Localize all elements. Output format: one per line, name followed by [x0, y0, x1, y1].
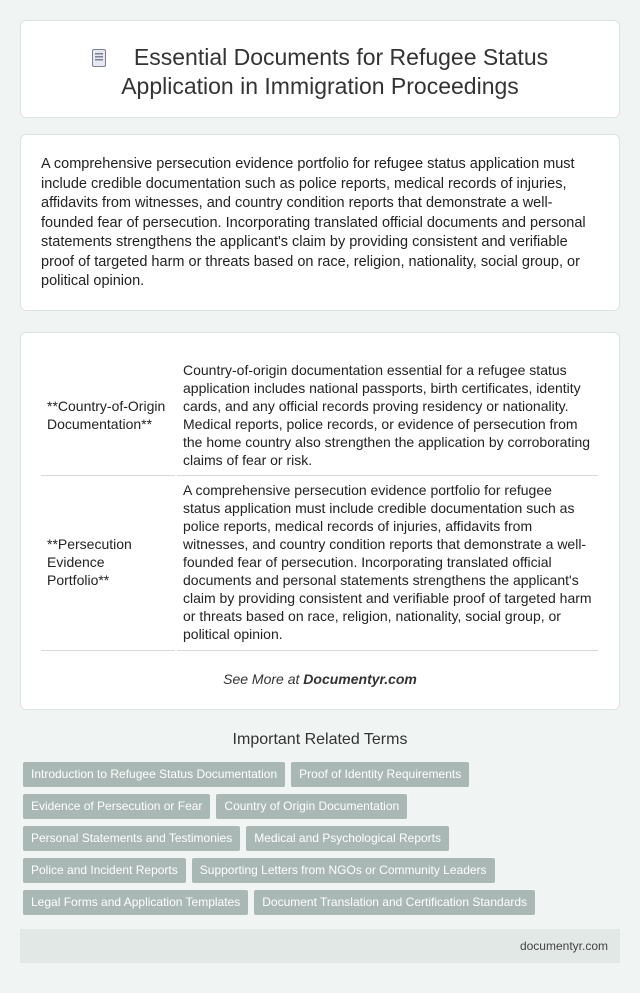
tag-row — [23, 762, 543, 794]
summary-card — [20, 134, 620, 311]
table-row — [41, 357, 598, 476]
footer — [20, 929, 620, 963]
definition-cell: A comprehensive persecution evidence portfolio for refugee status application must include credible documentation such as police reports, medical records of injuries, affidavits from witnesses, and country condition reports that demonstrate a well-founded fear of persecution. Incorporating translated official documents and personal statements strengthens the applicant's claim by providing consistent and verifiable proof of targeted harm or threats based on race, religion, nationality, social group, or political opinion. — [176, 476, 598, 651]
term-cell: **Persecution Evidence Portfolio** — [41, 476, 176, 651]
page-title-row — [21, 43, 619, 101]
related-term-tag[interactable]: Personal Statements and Testimonies — [23, 826, 240, 851]
related-term-tag[interactable]: Legal Forms and Application Templates — [23, 890, 248, 915]
definitions-card — [20, 332, 620, 710]
related-term-tag[interactable]: Document Translation and Certification Standards — [254, 890, 535, 915]
summary-text: A comprehensive persecution evidence portfolio for refugee status application must include credible documentation such as police reports, medical records of injuries, affidavits from witnesses, and country condition reports that demonstrate a well-founded fear of persecution. Incorporating translated official documents and personal statements strengthens the applicant's claim by providing consistent and verifiable proof of targeted harm or threats based on race, religion, nationality, social group, or political opinion. — [41, 156, 586, 289]
page-title: Essential Documents for Refugee Status Application in Immigration Proceedings — [121, 44, 549, 99]
related-term-tag[interactable]: Country of Origin Documentation — [216, 794, 407, 819]
document-icon — [92, 49, 106, 67]
tag-row — [23, 826, 543, 858]
see-more-prefix: See More at — [223, 671, 304, 687]
tag-row — [23, 858, 543, 890]
definition-cell: Country-of-origin documentation essential for a refugee status application includes national passports, birth certificates, identity cards, and any official records proving residency or nationality. Medical reports, police records, or evidence of persecution from the home country also strengthen the application by corroborating claims of fear or risk. — [176, 357, 598, 476]
related-term-tag[interactable]: Supporting Letters from NGOs or Community Leaders — [192, 858, 495, 883]
related-term-tag[interactable]: Police and Incident Reports — [23, 858, 186, 883]
term-cell: **Country-of-Origin Documentation** — [41, 357, 176, 476]
definitions-table — [41, 357, 598, 651]
tag-row — [23, 794, 543, 826]
table-row — [41, 476, 598, 651]
related-terms-list — [23, 762, 543, 922]
related-term-tag[interactable]: Introduction to Refugee Status Documentation — [23, 762, 285, 787]
footer-site[interactable]: documentyr.com — [519, 939, 608, 953]
related-term-tag[interactable]: Evidence of Persecution or Fear — [23, 794, 210, 819]
see-more — [21, 671, 619, 687]
see-more-link[interactable]: Documentyr.com — [303, 671, 417, 687]
related-terms-title: Important Related Terms — [232, 731, 408, 748]
related-term-tag[interactable]: Proof of Identity Requirements — [291, 762, 469, 787]
related-term-tag[interactable]: Medical and Psychological Reports — [246, 826, 449, 851]
tag-row — [23, 890, 543, 922]
title-card — [20, 20, 620, 118]
